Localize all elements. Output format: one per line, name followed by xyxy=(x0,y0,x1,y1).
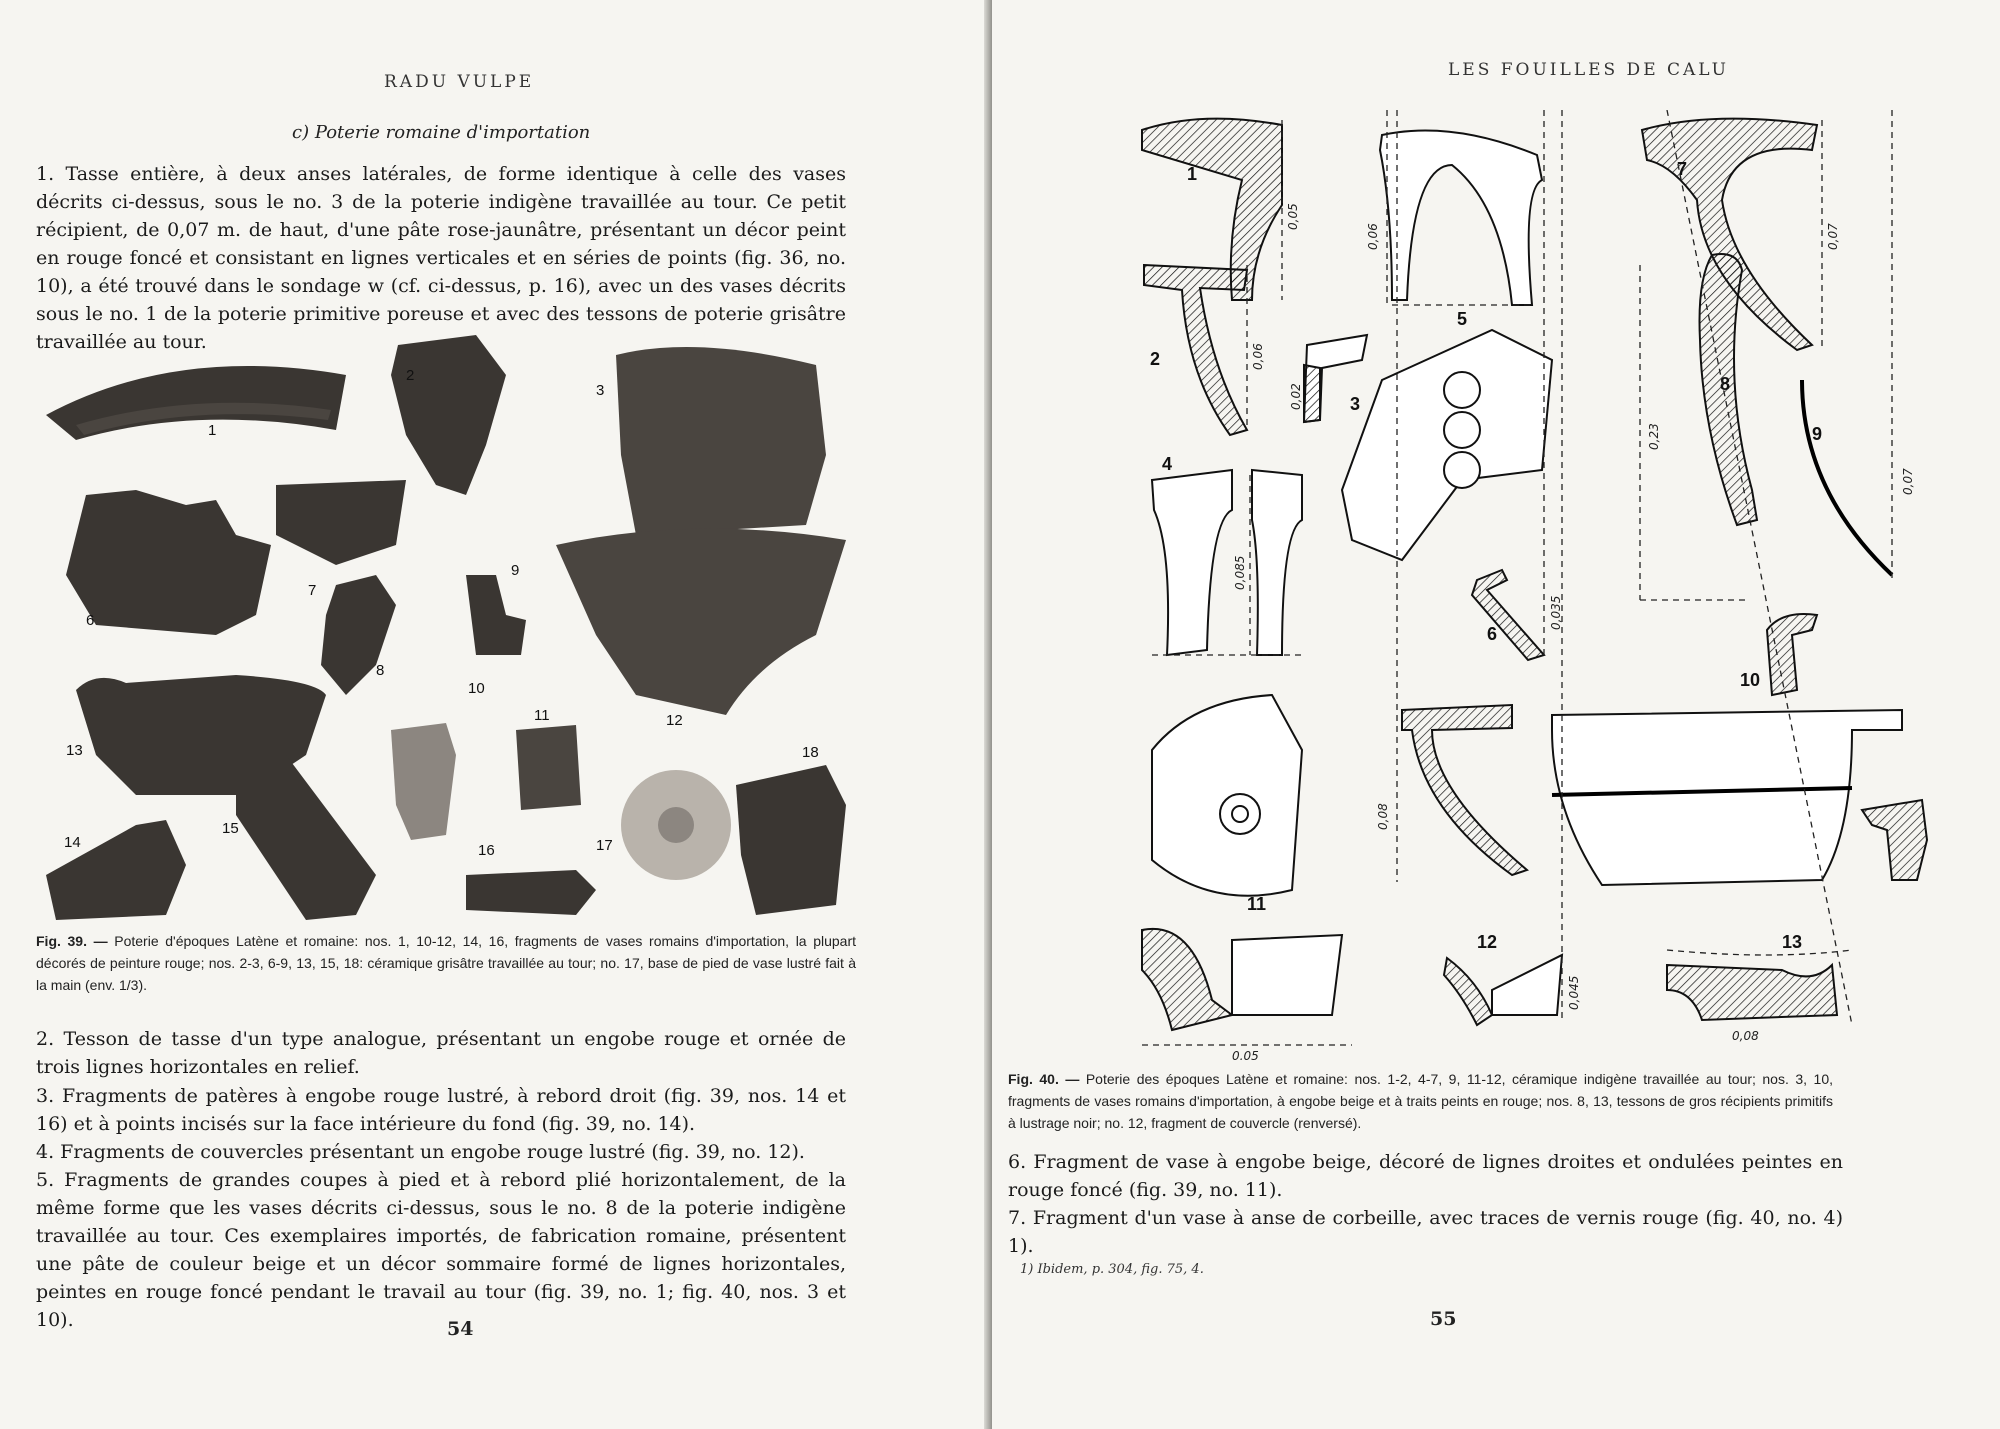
fig40-label-5: 5 xyxy=(1457,309,1468,329)
sherd-15 xyxy=(236,755,376,920)
page-number-right: 55 xyxy=(1430,1308,1457,1330)
fig40-label-12: 12 xyxy=(1477,932,1498,952)
drawing-8 xyxy=(1640,254,1757,600)
figure-40-caption-ref: Fig. 40. — xyxy=(1008,1071,1080,1087)
right-page xyxy=(992,0,2000,1429)
dim-label-1: 0,05 xyxy=(1286,203,1300,230)
dim-label-4: 0,06 xyxy=(1366,223,1380,250)
section-title: c) Poterie romaine d'importation xyxy=(292,122,591,143)
dim-label-9: 0,07 xyxy=(1901,468,1915,495)
fig39-label-1: 1 xyxy=(208,422,217,439)
fig40-label-6: 6 xyxy=(1487,624,1498,644)
drawing-2 xyxy=(1144,265,1265,435)
item-5: 5. Fragments de grandes coupes à pied et à rebord plié horizontalement, de la même forme que les vases décrits ci-dessus, sous le no. 8 de la poterie indigène travaillée au tour. Ces exemplaires importés, de fabrication romaine, présentent une pâte de couleur beige et un décor sommaire formé de lignes horizontales, peintes en rouge foncé pendant le travail au tour (fig. 39, no. 1; fig. 40, nos. 3 et 10). xyxy=(36,1169,846,1331)
figure-39-caption-ref: Fig. 39. — xyxy=(36,933,108,949)
sherd-2 xyxy=(391,335,506,495)
fig39-label-15: 15 xyxy=(222,820,239,837)
drawing-11 xyxy=(1142,695,1352,1060)
fig40-label-11: 11 xyxy=(1247,894,1267,914)
drawing-4 xyxy=(1152,454,1302,655)
fig40-label-4: 4 xyxy=(1162,454,1173,474)
item-6: 6. Fragment de vase à engobe beige, décoré de lignes droites et ondulées peintes en rouge foncé (fig. 39, no. 11). xyxy=(1008,1151,1843,1201)
paragraph-1: 1. Tasse entière, à deux anses latérales, de forme identique à celle des vases décrits ci-dessus, sous le no. 3 de la poterie indigène travaillée au tour. Ce petit récipient, de 0,07 m. de haut, d'une pâte rose-jaunâtre, présentant un décor peint en rouge foncé et consistant en lignes verticales et en séries de points (fig. 36, no. 10), a été trouvé dans le sondage w (cf. ci-dessus, p. 16), avec un des vases décrits sous le no. 1 de la poterie primitive poreuse et avec des tessons de poterie grisâtre travaillée au tour. xyxy=(36,163,846,353)
left-page xyxy=(0,0,992,1429)
dim-label-2: 0,06 xyxy=(1251,343,1265,370)
dim-label-6: 0,035 xyxy=(1549,595,1563,630)
fig39-label-2: 2 xyxy=(406,367,415,384)
figure-39-caption-text: Poterie d'époques Latène et romaine: nos. 1, 10-12, 14, 16, fragments de vases romains d'importation, la plupart décorés de peinture rouge; nos. 2-3, 6-9, 13, 15, 18: céramique grisâtre travaillée au tour; no. 17, base de pied de vase lustré fait à la main (env. 1/3). xyxy=(36,933,857,993)
fig39-label-10: 10 xyxy=(468,680,485,697)
figure-40-caption xyxy=(1008,1068,1833,1134)
sherd-10 xyxy=(391,723,456,840)
figure-39-plate xyxy=(36,335,856,925)
item-7: 7. Fragment d'un vase à anse de corbeille, avec traces de vernis rouge (fig. 40, no. 4) 1). xyxy=(1008,1207,1843,1257)
drawing-5 xyxy=(1366,110,1542,329)
dim-label-3: 0,02 xyxy=(1289,383,1303,410)
dim-label-10: 0,08 xyxy=(1376,803,1390,830)
fig39-label-16: 16 xyxy=(478,842,495,859)
fig40-label-2: 2 xyxy=(1150,349,1161,369)
fig39-label-12: 12 xyxy=(666,712,683,729)
fig40-label-13: 13 xyxy=(1782,932,1803,952)
drawing-3 xyxy=(1289,335,1367,422)
drawing-13 xyxy=(1667,110,1852,1043)
footnote: 1) Ibidem, p. 304, fig. 75, 4. xyxy=(1020,1262,1204,1277)
item-3: 3. Fragments de patères à engobe rouge lustré, à rebord droit (fig. 39, nos. 14 et 16) et à points incisés sur la face intérieure du fond (fig. 39, no. 14). xyxy=(36,1085,846,1135)
fig39-label-17: 17 xyxy=(596,837,613,854)
sherd-9 xyxy=(466,575,526,655)
drawing-9 xyxy=(1802,110,1915,580)
fig39-label-6: 6 xyxy=(86,612,95,629)
sherd-7 xyxy=(276,480,406,565)
dim-label-7: 0,07 xyxy=(1826,223,1840,250)
running-head-left: RADU VULPE xyxy=(384,72,535,92)
drawing-5-handle xyxy=(1342,330,1552,560)
fig40-label-10: 10 xyxy=(1740,670,1761,690)
fig40-label-3: 3 xyxy=(1350,394,1361,414)
fig39-label-7: 7 xyxy=(308,582,317,599)
sherd-12 xyxy=(556,529,846,715)
sherd-16 xyxy=(466,870,596,915)
drawing-10 xyxy=(1376,110,1927,885)
sherd-8 xyxy=(321,575,396,695)
running-head-right: LES FOUILLES DE CALU xyxy=(1448,60,1729,80)
figure-40-caption-text: Poterie des époques Latène et romaine: nos. 1-2, 4-7, 9, 11-12, céramique indigène travaillée au tour; nos. 3, 10, fragments de vases romains d'importation, à engobe beige et à traits peints en rouge; nos. 8, 13, tessons de gros récipients primitifs à lustrage noir; no. 12, fragment de couvercle (renversé). xyxy=(1008,1071,1833,1131)
fig39-label-18: 18 xyxy=(802,744,819,761)
fig40-label-7: 7 xyxy=(1677,159,1688,179)
sherd-3 xyxy=(616,347,826,535)
sherd-18 xyxy=(736,765,846,915)
dim-label-12: 0,045 xyxy=(1567,975,1581,1010)
item-2: 2. Tesson de tasse d'un type analogue, présentant un engobe rouge et ornée de trois lignes horizontales en relief. xyxy=(36,1028,846,1078)
page-number-left: 54 xyxy=(447,1318,474,1340)
dim-label-5: 0,085 xyxy=(1233,555,1247,590)
sherd-6 xyxy=(66,490,271,635)
fig39-label-13: 13 xyxy=(66,742,83,759)
figure-40-drawings xyxy=(1132,110,1952,1060)
drawing-7 xyxy=(1642,119,1840,350)
dim-label-13: 0,08 xyxy=(1732,1029,1759,1043)
dim-label-11: 0,05 xyxy=(1232,1049,1259,1060)
fig39-label-14: 14 xyxy=(64,834,81,851)
fig39-label-9: 9 xyxy=(511,562,520,579)
fig39-label-8: 8 xyxy=(376,662,385,679)
dim-label-8: 0,23 xyxy=(1647,423,1661,450)
sherd-11 xyxy=(516,725,581,810)
figure-39-caption xyxy=(36,930,856,996)
fig40-label-9: 9 xyxy=(1812,424,1823,444)
fig39-label-11: 11 xyxy=(534,707,550,724)
fig40-label-1: 1 xyxy=(1187,164,1198,184)
fig39-label-3: 3 xyxy=(596,382,605,399)
fig40-label-8: 8 xyxy=(1720,374,1731,394)
item-4: 4. Fragments de couvercles présentant un engobe rouge lustré (fig. 39, no. 12). xyxy=(36,1141,805,1163)
